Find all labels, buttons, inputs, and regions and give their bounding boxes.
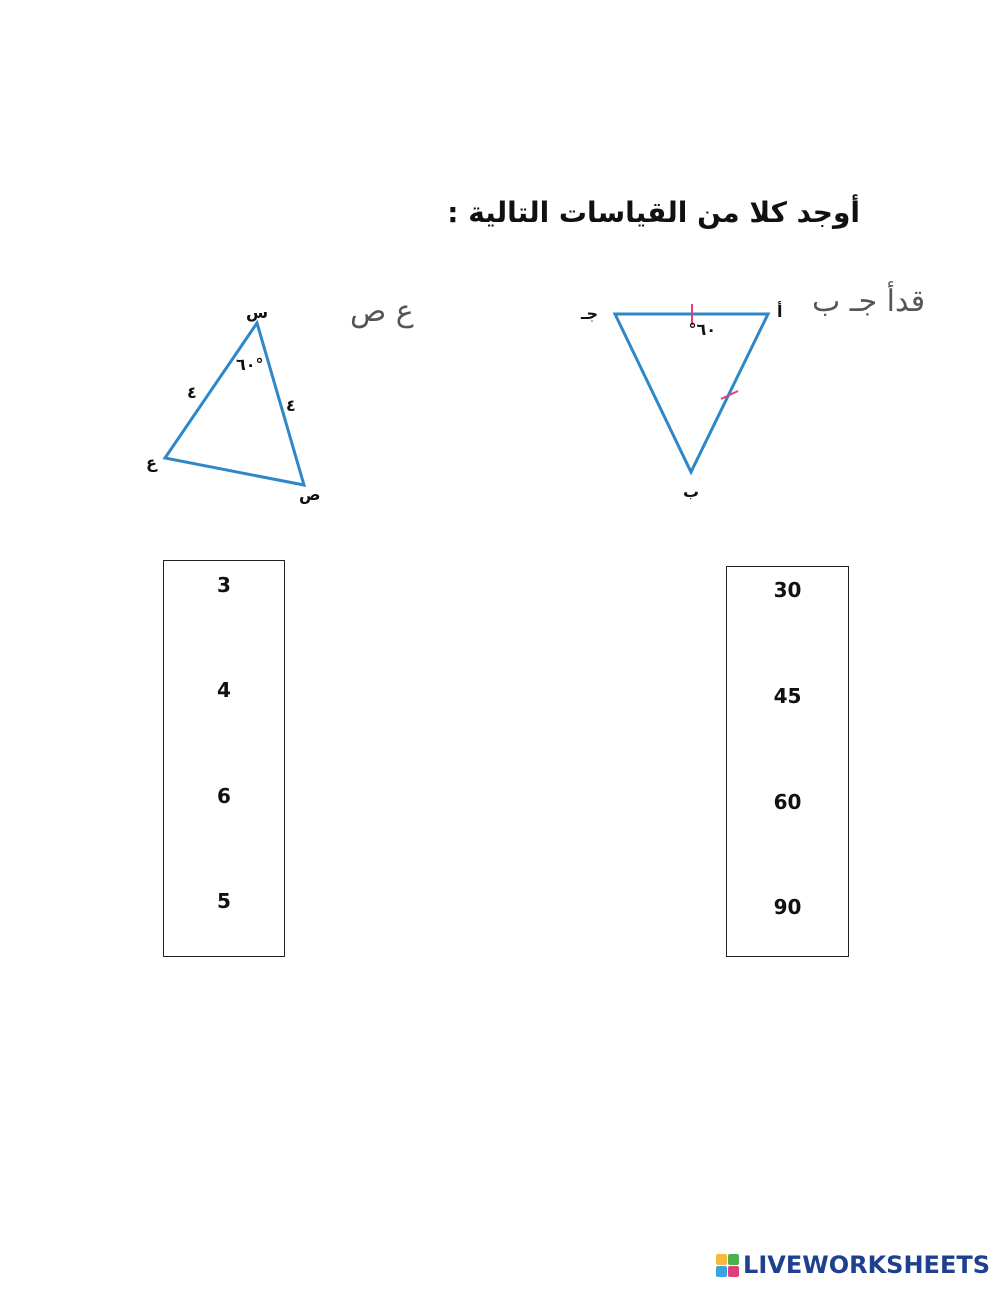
vertex-sad-label: ص: [299, 485, 321, 504]
question-2-label: ع ص: [350, 294, 414, 329]
option-left-3[interactable]: 6: [217, 784, 231, 808]
liveworksheets-logo-icon: [716, 1254, 739, 1277]
question-1-label: قدأ جـ ب: [812, 284, 926, 319]
angle-a-label: ٦٠°: [688, 320, 716, 339]
option-left-2[interactable]: 4: [217, 678, 231, 702]
vertex-s-label: س: [246, 303, 269, 322]
worksheet-title: أوجد كلا من القياسات التالية :: [447, 196, 860, 229]
option-left-4[interactable]: 5: [217, 889, 231, 913]
vertex-ain-label: ع: [146, 453, 157, 472]
vertex-c-label: جـ: [581, 304, 598, 323]
vertex-a-label: أ: [777, 302, 783, 321]
vertex-b-label: ب: [683, 482, 700, 501]
side-right-label: ٤: [286, 396, 296, 415]
side-left-label: ٤: [187, 383, 197, 402]
option-right-1[interactable]: 30: [773, 578, 802, 602]
option-left-1[interactable]: 3: [217, 573, 231, 597]
option-right-4[interactable]: 90: [773, 895, 802, 919]
angle-s-label: ٦٠°: [236, 355, 264, 374]
option-right-3[interactable]: 60: [773, 790, 802, 814]
answer-box-right[interactable]: [726, 566, 849, 957]
answer-box-left[interactable]: [163, 560, 285, 957]
liveworksheets-watermark: [716, 1251, 990, 1279]
brand-name: LIVEWORKSHEETS: [743, 1251, 990, 1279]
triangle-sas: [165, 323, 304, 485]
option-right-2[interactable]: 45: [773, 684, 802, 708]
